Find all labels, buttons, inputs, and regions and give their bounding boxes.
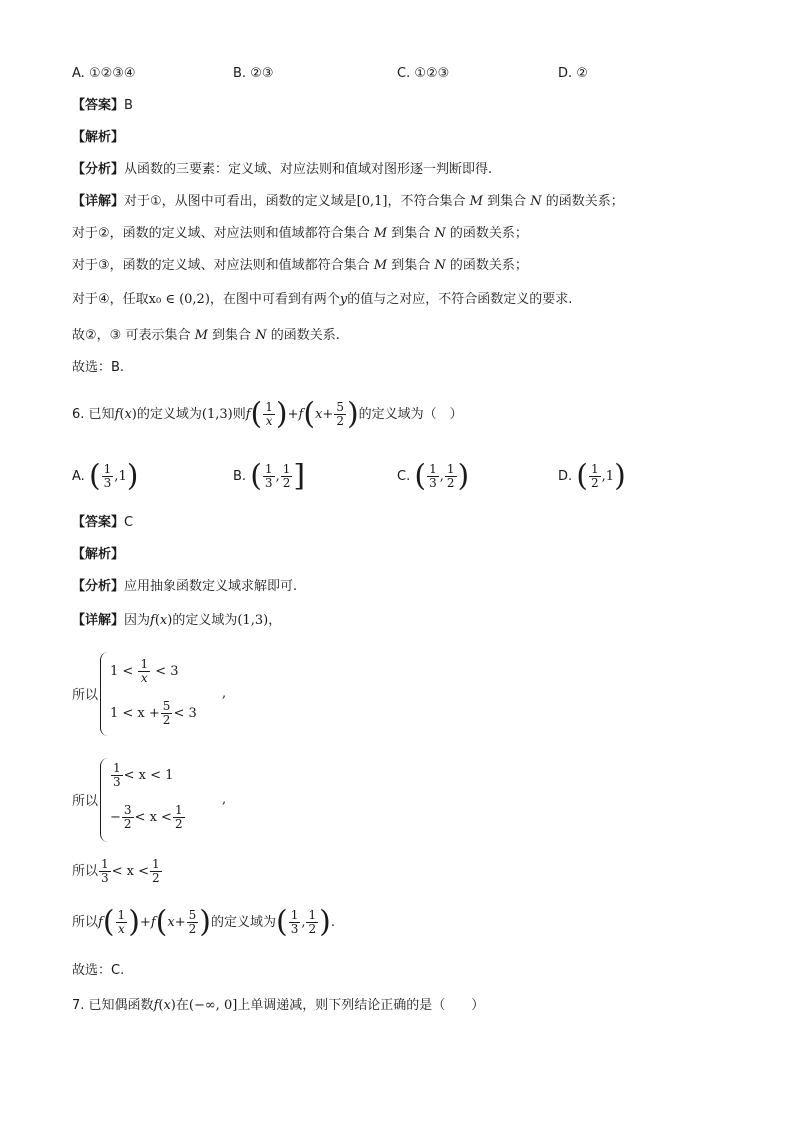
option-a: A. ①②③④ [72,66,136,81]
q6-option-a: A. ( $\frac{1}{3}$ ,1) [72,458,139,494]
q6-option-d: D. ( $\frac{1}{2}$ ,1) [558,458,626,494]
q6-option-c: C. ( $\frac{1}{3}$ , $\frac{1}{2}$ ) [397,458,470,494]
q6-analysis-heading: 【解析】 [72,547,125,562]
detail-line-3: 对于③，函数的定义域、对应法则和值域都符合集合 M 到集合 N 的函数关系； [72,258,528,273]
detail-line-1: 【详解】对于①，从图中可看出，函数的定义域是[0,1]，不符合集合 M 到集合 N 的函数关系； [72,194,624,209]
option-b: B. ②③ [233,66,274,81]
answer-line: 【答案】B [72,98,133,113]
choose-line-6: 故选：C. [72,963,125,978]
system-2: 所以 $\frac{1}{3}$ < x < 1 − $\frac{3}{2}$ < x < $\frac{1}{2}$ , [72,758,272,842]
q6-stem: 6. 已知f(x)的定义域为(1,3)则f( $\frac{1}{x}$ )+f(x+ $\frac{5}{2}$ )的定义域为（ ） [72,396,463,432]
option-d: D. ② [558,66,588,81]
option-c: C. ①②③ [397,66,450,81]
q6-answer-line: 【答案】C [72,515,134,530]
q6-fenxi-line: 【分析】应用抽象函数定义域求解即可. [72,579,298,594]
choose-line-5: 故选：B. [72,360,125,375]
q7-stem: 7. 已知偶函数f(x)在(−∞, 0]上单调递减，则下列结论正确的是（ ） [72,998,485,1013]
q6-option-b: B. ( $\frac{1}{3}$ , $\frac{1}{2}$ ] [233,458,306,494]
detail-line-2: 对于②，函数的定义域、对应法则和值域都符合集合 M 到集合 N 的函数关系； [72,226,528,241]
system-1: 所以 1 < $\frac{1}{x}$ < 3 1 < x + $\frac{5}{2}$ < 3 , [72,652,272,736]
detail-line-5: 故②，③ 可表示集合 M 到集合 N 的函数关系. [72,328,340,343]
q6-result-line: 所以 $\frac{1}{3}$ < x < $\frac{1}{2}$ [72,857,160,885]
q6-detail-line: 【详解】因为f(x)的定义域为(1,3)， [72,613,282,628]
fenxi-line: 【分析】从函数的三要素：定义域、对应法则和值域对图形逐一判断即得. [72,162,493,177]
q6-final-line: 所以f( $\frac{1}{x}$ )+f(x+ $\frac{5}{2}$ )的定义域为( $\frac{1}{3}$ , $\frac{1}{2}$ ). [72,904,335,940]
analysis-heading: 【解析】 [72,130,125,145]
detail-line-4: 对于④，任取x₀ ∈ (0,2)，在图中可看到有两个y的值与之对应，不符合函数定义的要求. [72,292,573,307]
